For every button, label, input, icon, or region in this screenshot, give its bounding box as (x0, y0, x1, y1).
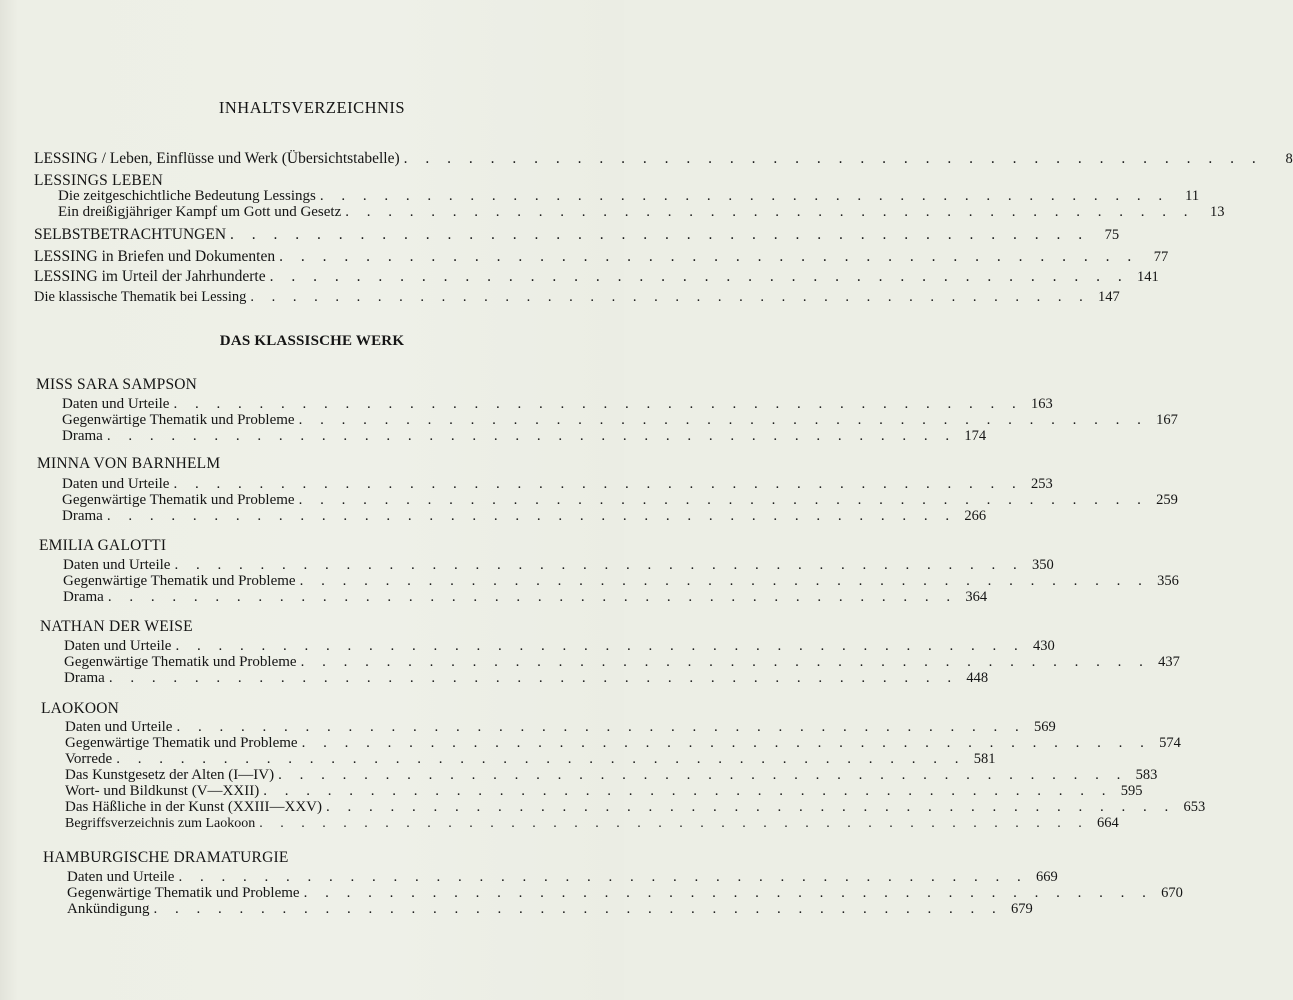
toc-entry (34, 248, 1169, 266)
entry-page: 569 (1033, 719, 1056, 735)
entry-label: Daten und Urteile (63, 557, 171, 573)
entry-page: 266 (964, 508, 987, 524)
toc-entry (62, 428, 987, 446)
dot-leader: . . . . . . . . . . . . . . . . . . . . . . . . . . . . . . . . . . . . . . . . (174, 557, 1024, 573)
entry-label: Gegenwärtige Thematik und Probleme (67, 885, 300, 901)
entry-page: 350 (1031, 557, 1054, 573)
entry-label: Gegenwärtige Thematik und Probleme (62, 492, 295, 508)
dot-leader: . . . . . . . . . . . . . . . . . . . . . . . . . . . . . . . . . . . . . . . . (301, 735, 1151, 751)
entry-page: 163 (1030, 396, 1053, 412)
entry-label: Das Häßliche in der Kunst (XXIII—XXV) (65, 799, 323, 815)
entry-page: 11 (1185, 188, 1200, 204)
dot-leader: . . . . . . . . . . . . . . . . . . . . . . . . . . . . . . . . . . . . . . . . (107, 589, 958, 605)
entry-label: Drama (62, 508, 103, 524)
entry-label: Daten und Urteile (62, 476, 170, 492)
entry-page: 595 (1120, 783, 1143, 799)
dot-leader: . . . . . . . . . . . . . . . . . . . . . . . . . . . . . . . . . . . . . . . . (259, 816, 1089, 831)
entry-label: LESSING / Leben, Einflüsse und Werk (Übersichtstabelle) (34, 150, 400, 167)
entry-label: Daten und Urteile (67, 869, 175, 885)
entry-label: Drama (62, 428, 103, 444)
entry-label: SELBSTBETRACHTUNGEN (34, 226, 227, 243)
entry-page: 653 (1183, 799, 1206, 815)
entry-label: Ankündigung (67, 901, 150, 917)
section-heading: DAS KLASSISCHE WERK (219, 333, 405, 349)
dot-leader: . . . . . . . . . . . . . . . . . . . . . . . . . . . . . . . . . . . . . . . . (175, 638, 1025, 654)
entry-page: 583 (1135, 767, 1158, 783)
entry-label: Drama (63, 589, 104, 605)
entry-label: Die klassische Thematik bei Lessing (34, 289, 247, 305)
dot-leader: . . . . . . . . . . . . . . . . . . . . . . . . . . . . . . . . . . . . . . . . (153, 901, 1003, 917)
toc-entry (34, 226, 1120, 244)
entry-label: Wort- und Bildkunst (V—XXII) (65, 783, 260, 799)
entry-page: 437 (1158, 654, 1180, 670)
toc-title: INHALTSVERZEICHNIS (218, 98, 406, 117)
dot-leader: . . . . . . . . . . . . . . . . . . . . . . . . . . . . . . . . . . . . . . . . (173, 476, 1023, 492)
entry-label: Daten und Urteile (62, 396, 170, 412)
entry-page: 448 (966, 670, 989, 686)
dot-leader: . . . . . . . . . . . . . . . . . . . . . . . . . . . . . . . . . . . . . . . . (303, 885, 1153, 901)
dot-leader: . . . . . . . . . . . . . . . . . . . . . . . . . . . . . . . . . . . . . . . . (108, 670, 959, 686)
entry-label: Die zeitgeschichtliche Bedeutung Lessings (58, 188, 316, 204)
entry-page: 253 (1030, 476, 1053, 492)
dot-leader: . . . . . . . . . . . . . . . . . . . . . . . . . . . . . . . . . . . . . . . . (106, 508, 957, 524)
work-heading: LAOKOON (41, 700, 120, 717)
entry-label: LESSING im Urteil der Jahrhunderte (34, 268, 266, 285)
toc-entry (67, 901, 1033, 919)
dot-leader: . . . . . . . . . . . . . . . . . . . . . . . . . . . . . . . . . . . . . . . . (298, 412, 1148, 428)
entry-page: 13 (1210, 204, 1225, 220)
toc-entry (65, 815, 1119, 833)
entry-page: 430 (1032, 638, 1055, 654)
work-heading: HAMBURGISCHE DRAMATURGIE (43, 849, 289, 866)
dot-leader: . . . . . . . . . . . . . . . . . . . . . . . . . . . . . . . . . . . . . . . . (345, 204, 1195, 220)
dot-leader: . . . . . . . . . . . . . . . . . . . . . . . . . . . . . . . . . . . . . . . . (116, 751, 966, 767)
toc-entry (63, 589, 988, 607)
entry-page: 141 (1136, 269, 1159, 285)
entry-label: LESSING in Briefen und Dokumenten (34, 248, 276, 265)
toc-entry (58, 204, 1225, 222)
dot-leader: . . . . . . . . . . . . . . . . . . . . . . . . . . . . . . . . . . . . . . . . (250, 289, 1090, 305)
dot-leader: . . . . . . . . . . . . . . . . . . . . . . . . . . . . . . . . . . . . . . . . (173, 396, 1023, 412)
entry-label: Gegenwärtige Thematik und Probleme (64, 654, 297, 670)
work-heading: MINNA VON BARNHELM (37, 455, 221, 472)
toc-entry (34, 268, 1159, 286)
dot-leader: . . . . . . . . . . . . . . . . . . . . . . . . . . . . . . . . . . . . . . . . (298, 492, 1148, 508)
toc-entry (62, 508, 987, 526)
dot-leader: . . . . . . . . . . . . . . . . . . . . . . . . . . . . . . . . . . . . . . . . (230, 226, 1090, 243)
entry-page: 259 (1156, 492, 1178, 508)
toc-entry-heading: LESSINGS LEBEN (34, 172, 163, 189)
entry-page: 581 (973, 751, 996, 767)
dot-leader: . . . . . . . . . . . . . . . . . . . . . . . . . . . . . . . . . . . . . . . . (300, 654, 1150, 670)
dot-leader: . . . . . . . . . . . . . . . . . . . . . . . . . . . . . . . . . . . . . . . . (319, 188, 1170, 204)
entry-label: Gegenwärtige Thematik und Probleme (62, 412, 295, 428)
entry-page: 364 (965, 589, 988, 605)
dot-leader: . . . . . . . . . . . . . . . . . . . . . . . . . . . . . . . . . . . . . . . . (403, 150, 1263, 167)
dot-leader: . . . . . . . . . . . . . . . . . . . . . . . . . . . . . . . . . . . . . . . . (299, 573, 1149, 589)
entry-page: 356 (1157, 573, 1179, 589)
entry-label: Begriffsverzeichnis zum Laokoon (65, 816, 256, 831)
dot-leader: . . . . . . . . . . . . . . . . . . . . . . . . . . . . . . . . . . . . . . . . (279, 248, 1139, 265)
work-heading: MISS SARA SAMPSON (36, 376, 198, 393)
entry-label: Daten und Urteile (64, 638, 172, 654)
entry-label: Vorrede (65, 751, 113, 767)
entry-page: 77 (1153, 249, 1169, 265)
entry-page: 679 (1011, 901, 1033, 917)
entry-label: Gegenwärtige Thematik und Probleme (63, 573, 296, 589)
toc-entry (64, 670, 989, 688)
work-heading: EMILIA GALOTTI (39, 537, 167, 554)
entry-label: Daten und Urteile (65, 719, 173, 735)
work-heading: NATHAN DER WEISE (40, 618, 193, 635)
entry-page: 574 (1159, 735, 1181, 751)
dot-leader: . . . . . . . . . . . . . . . . . . . . . . . . . . . . . . . . . . . . . . . . (178, 869, 1028, 885)
entry-page: 174 (964, 428, 987, 444)
dot-leader: . . . . . . . . . . . . . . . . . . . . . . . . . . . . . . . . . . . . . . . . (106, 428, 957, 444)
entry-page: 8 (1285, 151, 1293, 167)
entry-label: Drama (64, 670, 105, 686)
entry-page: 664 (1097, 815, 1119, 831)
dot-leader: . . . . . . . . . . . . . . . . . . . . . . . . . . . . . . . . . . . . . . . . (263, 783, 1113, 799)
entry-label: Ein dreißigjähriger Kampf um Gott und Gesetz (58, 204, 342, 220)
dot-leader: . . . . . . . . . . . . . . . . . . . . . . . . . . . . . . . . . . . . . . . . (278, 767, 1128, 783)
dot-leader: . . . . . . . . . . . . . . . . . . . . . . . . . . . . . . . . . . . . . . . . (176, 719, 1026, 735)
entry-label: Das Kunstgesetz der Alten (I—IV) (65, 767, 275, 783)
toc-entry (34, 150, 1293, 168)
entry-page: 669 (1035, 869, 1058, 885)
dot-leader: . . . . . . . . . . . . . . . . . . . . . . . . . . . . . . . . . . . . . . . . (326, 799, 1176, 815)
dot-leader: . . . . . . . . . . . . . . . . . . . . . . . . . . . . . . . . . . . . . . . . (269, 268, 1129, 285)
entry-page: 75 (1104, 227, 1120, 243)
entry-page: 670 (1161, 885, 1183, 901)
entry-page: 167 (1156, 412, 1178, 428)
entry-label: Gegenwärtige Thematik und Probleme (65, 735, 298, 751)
toc-entry (34, 289, 1120, 307)
entry-page: 147 (1097, 289, 1120, 305)
